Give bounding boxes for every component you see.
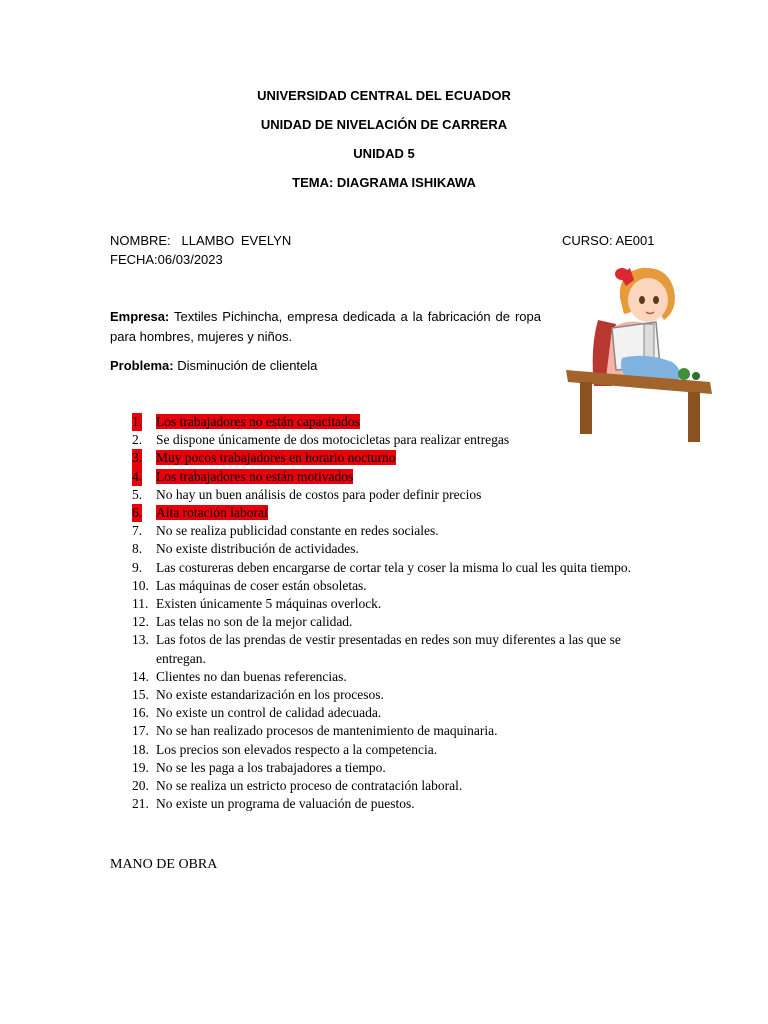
list-item: 4. Los trabajadores no están motivados	[110, 468, 658, 486]
course-value: AE001	[615, 233, 655, 248]
problem-paragraph	[110, 356, 541, 376]
list-item: 10. Las máquinas de coser están obsoletas.	[132, 577, 367, 593]
list-item: 8. No existe distribución de actividades.	[132, 541, 359, 557]
student-name	[110, 233, 291, 248]
list-item: 17. No se han realizado procesos de mantenimiento de maquinaria.	[132, 723, 498, 739]
university-title: UNIVERSIDAD CENTRAL DEL ECUADOR	[257, 88, 511, 103]
list-item: 14. Clientes no dan buenas referencias.	[132, 668, 347, 684]
name-label: NOMBRE:	[110, 233, 171, 248]
section-heading: MANO DE OBRA	[110, 857, 218, 872]
list-item: 9. Las costureras deben encargarse de cortar tela y coser la misma lo cual les quita tiempo.	[132, 559, 632, 575]
problem-label: Problema:	[110, 358, 174, 373]
list-item: 21. No existe un programa de valuación de puestos.	[132, 796, 415, 812]
student-date: FECHA:06/03/2023	[110, 252, 223, 267]
topic-title: TEMA: DIAGRAMA ISHIKAWA	[292, 175, 476, 190]
list-item: 2. Se dispone únicamente de dos motocicletas para realizar entregas	[132, 432, 510, 448]
list-item: 1. Los trabajadores no están capacitados	[110, 413, 658, 431]
list-item: 13. Las fotos de las prendas de vestir presentadas en redes son muy diferentes a las que se entregan.	[132, 632, 621, 666]
name-value: LLAMBO EVELYN	[181, 233, 292, 248]
list-item: 15. No existe estandarización en los procesos.	[132, 687, 384, 703]
student-course	[562, 233, 655, 248]
list-item: 7. No se realiza publicidad constante en redes sociales.	[132, 523, 439, 539]
list-item: 16. No existe un control de calidad adecuada.	[132, 705, 382, 721]
program-title: UNIDAD DE NIVELACIÓN DE CARRERA	[260, 117, 508, 132]
list-item: 6. Alta rotación laboral	[110, 504, 658, 522]
company-paragraph	[110, 307, 541, 347]
list-item: 3. Muy pocos trabajadores en horario nocturno	[110, 449, 658, 467]
company-label: Empresa:	[110, 309, 170, 324]
list-item: 19. No se les paga a los trabajadores a tiempo.	[132, 759, 386, 775]
head-shape	[628, 278, 668, 322]
list-item: 18. Los precios son elevados respecto a la competencia.	[132, 741, 438, 757]
list-item: 5. No hay un buen análisis de costos para poder definir precios	[132, 486, 482, 502]
company-text: Textiles Pichincha, empresa dedicada a la fabricación de ropa para hombres, mujeres y niños.	[110, 309, 541, 344]
unit-title: UNIDAD 5	[353, 146, 415, 161]
list-item: 20. No se realiza un estricto proceso de contratación laboral.	[132, 778, 463, 794]
course-label: CURSO:	[562, 233, 613, 248]
list-item: 11. Existen únicamente 5 máquinas overlock.	[132, 596, 382, 612]
causes-list	[110, 413, 658, 813]
problem-text: Disminución de clientela	[177, 358, 318, 373]
list-item: 12. Las telas no son de la mejor calidad.	[132, 614, 353, 630]
